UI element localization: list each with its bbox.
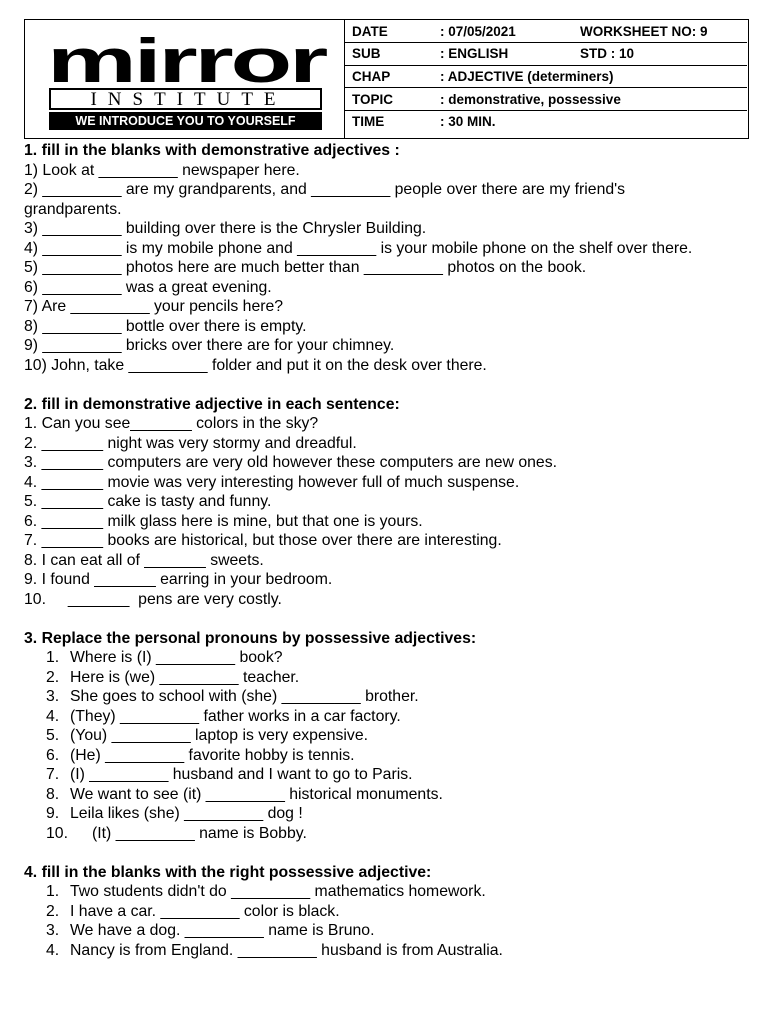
info-row-sub	[345, 43, 747, 66]
institute-logo	[25, 20, 345, 138]
info-extra: WORKSHEET NO: 9	[573, 20, 747, 43]
exercise-line: 4) _________ is my mobile phone and _________ is your mobile phone on the shelf over there.	[24, 239, 693, 257]
info-label: TIME	[352, 114, 385, 130]
list-item: 3. We have a dog. _________ name is Bruno.	[46, 922, 375, 939]
list-item: 6. (He) _________ favorite hobby is tennis.	[46, 746, 355, 764]
exercise-line: 4. _______ movie was very interesting however full of much suspense.	[24, 473, 520, 491]
exercise-line: 10. _______ pens are very costly.	[24, 590, 282, 608]
worksheet-header	[24, 19, 749, 139]
info-row-chap	[345, 65, 747, 88]
info-label: DATE	[345, 20, 433, 43]
list-item: 3. She goes to school with (she) _________ brother.	[46, 688, 419, 705]
exercise-line: 3. _______ computers are very old however these computers are new ones.	[24, 454, 558, 471]
list-item: 10. (It) _________ name is Bobby.	[46, 824, 307, 842]
info-table	[345, 20, 747, 133]
list-item: 7. (I) _________ husband and I want to go to Paris.	[46, 766, 413, 783]
list-item: 1. Where is (I) _________ book?	[46, 649, 283, 666]
info-row-topic	[345, 88, 747, 111]
exercise-line: 2. _______ night was very stormy and dreadful.	[24, 434, 357, 452]
exercise-line: 5. _______ cake is tasty and funny.	[24, 493, 272, 510]
exercise-line: 6) _________ was a great evening.	[24, 278, 272, 296]
info-value: : 07/05/2021	[433, 20, 573, 43]
exercise-line: 2) _________ are my grandparents, and _________ people over there are my friend's grandparents.	[24, 181, 626, 218]
list-item: 5. (You) _________ laptop is very expensive.	[46, 727, 369, 744]
exercise-line: 9. I found _______ earring in your bedroom.	[24, 571, 333, 588]
section-3-title: 3. Replace the personal pronouns by possessive adjectives:	[24, 629, 477, 647]
logo-tagline: WE INTRODUCE YOU TO YOURSELF	[49, 112, 322, 130]
worksheet-content	[24, 141, 749, 960]
list-item: 1. Two students didn't do _________ mathematics homework.	[46, 883, 486, 900]
section-2-title: 2. fill in demonstrative adjective in each sentence:	[24, 395, 400, 413]
list-item: 2. Here is (we) _________ teacher.	[46, 668, 300, 686]
exercise-line: 8. I can eat all of _______ sweets.	[24, 551, 264, 569]
info-label: SUB	[345, 43, 433, 66]
exercise-line: 1) Look at _________ newspaper here.	[24, 161, 300, 179]
section-4-title: 4. fill in the blanks with the right possessive adjective:	[24, 863, 432, 881]
exercise-line: 7) Are _________ your pencils here?	[24, 298, 284, 315]
exercise-line: 3) _________ building over there is the Chrysler Building.	[24, 220, 427, 237]
info-value: : ADJECTIVE (determiners)	[433, 65, 747, 88]
list-item: 4. Nancy is from England. _________ husband is from Australia.	[46, 941, 503, 959]
section-1-title: 1. fill in the blanks with demonstrative adjectives :	[24, 142, 400, 159]
exercise-line: 7. _______ books are historical, but those over there are interesting.	[24, 532, 502, 549]
logo-word: mirror	[47, 32, 329, 88]
list-item: 2. I have a car. _________ color is black.	[46, 902, 340, 920]
info-value: : demonstrative, possessive	[433, 88, 747, 111]
exercise-line: 6. _______ milk glass here is mine, but that one is yours.	[24, 512, 423, 530]
exercise-line: 1. Can you see_______ colors in the sky?	[24, 415, 319, 432]
list-item: 8. We want to see (it) _________ historical monuments.	[46, 785, 443, 803]
info-label: TOPIC	[345, 88, 433, 111]
list-item: 4. (They) _________ father works in a car factory.	[46, 707, 401, 725]
info-extra: STD : 10	[573, 43, 747, 66]
info-label: CHAP	[345, 65, 433, 88]
list-item: 9. Leila likes (she) _________ dog !	[46, 805, 303, 822]
logo-wordmark	[43, 32, 333, 88]
exercise-line: 8) _________ bottle over there is empty.	[24, 317, 307, 335]
exercise-line: 9) _________ bricks over there are for your chimney.	[24, 337, 395, 354]
exercise-line: 10) John, take _________ folder and put it on the desk over there.	[24, 356, 487, 374]
exercise-line: 5) _________ photos here are much better than _________ photos on the book.	[24, 259, 587, 276]
logo-institute: INSTITUTE	[49, 88, 322, 110]
info-row-date	[345, 20, 747, 43]
info-value: : 30 MIN.	[440, 114, 496, 130]
info-row-time	[345, 110, 747, 133]
info-value: : ENGLISH	[433, 43, 573, 66]
